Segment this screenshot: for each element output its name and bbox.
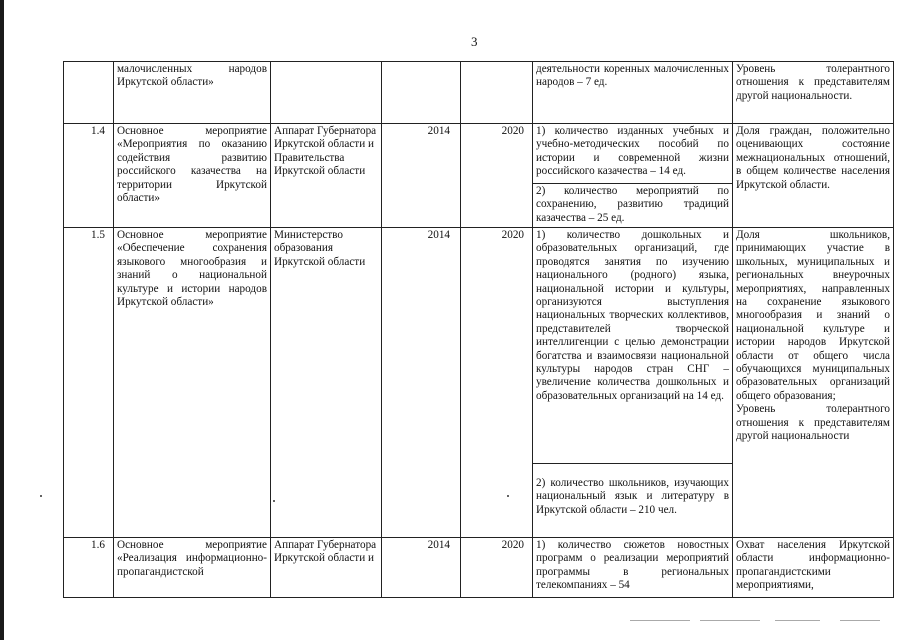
end-year (461, 62, 533, 124)
expected-result: Доля граждан, положительно оценивающих состояние межнациональных отношений, в общем количестве населения Иркутской области. (733, 124, 894, 228)
end-year: 2020 (461, 228, 533, 538)
expected-result: Охват населения Иркутской области информационно-пропагандистскими мероприятиями, (733, 538, 894, 598)
executor: Министерство образования Иркутской области (271, 228, 382, 538)
row-number: 1.6 (64, 538, 114, 598)
table-row (64, 538, 894, 598)
indicator: 2) количество мероприятий по сохранению, развитию традиций казачества – 25 ед. (533, 184, 733, 228)
table-row (64, 62, 894, 124)
scan-artifact-line (700, 620, 760, 621)
end-year: 2020 (461, 124, 533, 228)
expected-result-share: Доля школьников, принимающих участие в школьных, муниципальных и региональных внеурочных мероприятиях, направленных на сохранение языкового многообразия и знаний о национальной культуре и истории народов Иркутской области от общего числа обучающихся муниципальных образовательных организаций общего образования; (736, 229, 890, 402)
table-row (64, 124, 894, 184)
scan-artifact-line (630, 620, 690, 621)
indicator: 1) количество изданных учебных и учебно-методических пособий по истории и современной жизни российского казачества – 14 ед. (533, 124, 733, 184)
program-activities-table (63, 61, 894, 598)
activity-name: малочисленных народов Иркутской области» (114, 62, 271, 124)
row-number: 1.5 (64, 228, 114, 538)
indicator: 1) количество сюжетов новостных программ о реализации мероприятий программы в региональных телекомпаниях – 54 (533, 538, 733, 598)
activity-name: Основное мероприятие «Обеспечение сохранения языкового многообразия и знаний о национальной культуре и истории народов Иркутской области» (114, 228, 271, 538)
activity-name: Основное мероприятие «Мероприятия по оказанию содействия развитию российского казачества на территории Иркутской области» (114, 124, 271, 228)
executor: Аппарат Губернатора Иркутской области и (271, 538, 382, 598)
indicator-text: 2) количество школьников, изучающих национальный язык и литературу в Иркутской области – 210 чел. (536, 477, 729, 516)
scan-speck (273, 500, 275, 502)
row-number: 1.4 (64, 124, 114, 228)
table-row (64, 228, 894, 464)
indicator: 1) количество дошкольных и образовательных организаций, где проводятся занятия по изучению национального (родного) языка, национальной истории и культуры, организуются выступления национальных творческих коллективов, представителей творческой интеллигенции с целью демонстрации богатства и взаимосвязи национальной культуры народов стран СНГ – увеличение количества дошкольных и образовательных организаций на 14 ед. (533, 228, 733, 464)
row-number (64, 62, 114, 124)
page-number: 3 (471, 34, 478, 49)
start-year: 2014 (382, 124, 461, 228)
end-year: 2020 (461, 538, 533, 598)
expected-result: Уровень толерантного отношения к представителям другой национальности. (733, 62, 894, 124)
start-year: 2014 (382, 538, 461, 598)
scan-speck (40, 495, 42, 497)
expected-result (733, 228, 894, 538)
executor (271, 62, 382, 124)
scan-artifact-line (840, 620, 880, 621)
scan-artifact-line (775, 620, 820, 621)
activity-name: Основное мероприятие «Реализация информационно-пропагандистской (114, 538, 271, 598)
indicator: деятельности коренных малочисленных народов – 7 ед. (533, 62, 733, 124)
executor: Аппарат Губернатора Иркутской области и Правительства Иркутской области (271, 124, 382, 228)
indicator (533, 464, 733, 538)
start-year (382, 62, 461, 124)
scan-speck (507, 495, 509, 497)
scan-edge-shadow (0, 0, 4, 640)
expected-result-tolerance: Уровень толерантного отношения к представителям другой национальности (736, 403, 890, 443)
start-year: 2014 (382, 228, 461, 538)
